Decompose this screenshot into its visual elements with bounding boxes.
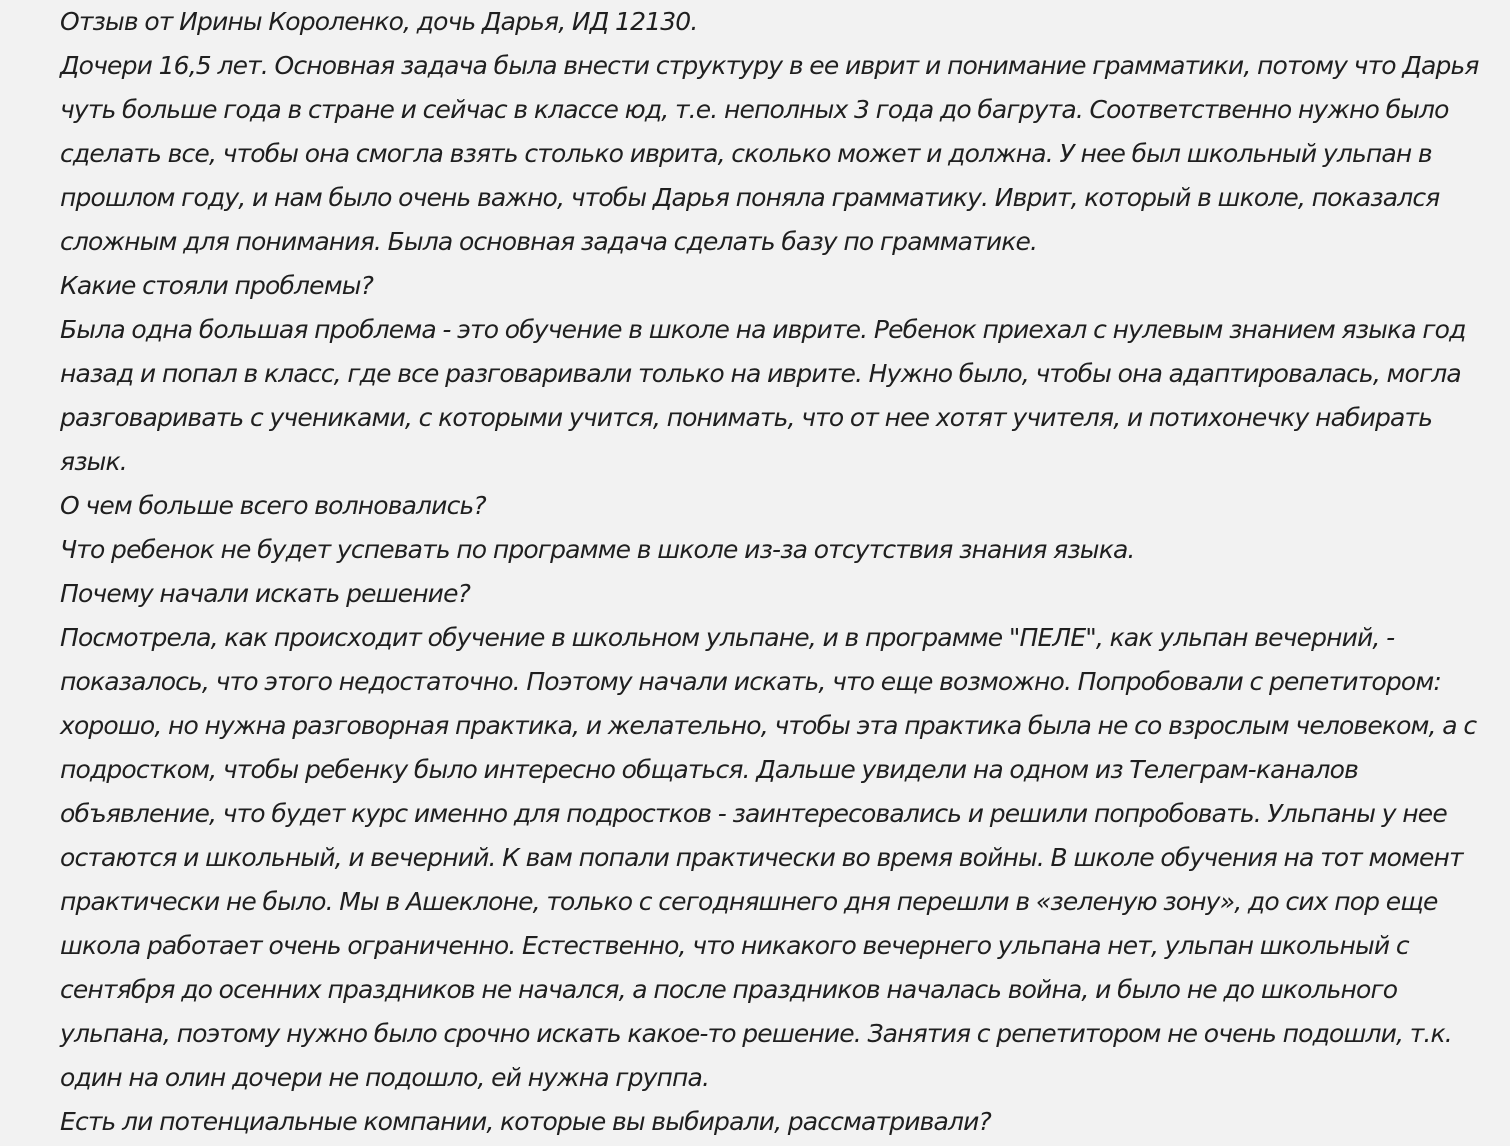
text-line: Отзыв от Ирины Короленко, дочь Дарья, ИД 12130.	[60, 7, 698, 36]
text-line: Что ребенок не будет успевать по программе в школе из-за отсутствия знания языка.	[60, 535, 1135, 564]
text-line: практически не было. Мы в Ашеклоне, только с сегодняшнего дня перешли в «зеленую зону», до сих пор еще	[60, 887, 1438, 916]
text-line: хорошо, но нужна разговорная практика, и желательно, чтобы эта практика была не со взрослым человеком, а с	[60, 711, 1477, 740]
question-line: Почему начали искать решение?	[60, 579, 471, 608]
text-line: показалось, что этого недостаточно. Поэтому начали искать, что еще возможно. Попробовали с репетитором:	[60, 667, 1441, 696]
text-line: объявление, что будет курс именно для подростков - заинтересовались и решили попробовать. Ульпаны у нее	[60, 799, 1447, 828]
question-line: Есть ли потенциальные компании, которые вы выбирали, рассматривали?	[60, 1107, 991, 1136]
text-line: Дочери 16,5 лет. Основная задача была внести структуру в ее иврит и понимание грамматики, потому что Дарья	[60, 51, 1479, 80]
text-line: ульпана, поэтому нужно было срочно искать какое-то решение. Занятия с репетитором не очень подошли, т.к.	[60, 1019, 1452, 1048]
text-line: подростком, чтобы ребенку было интересно общаться. Дальше увидели на одном из Телеграм-каналов	[60, 755, 1358, 784]
document-text	[60, 0, 1500, 1144]
text-line: язык.	[60, 447, 127, 476]
text-line: сделать все, чтобы она смогла взять столько иврита, сколько может и должна. У нее был школьный ульпан в	[60, 139, 1432, 168]
text-line: один на олин дочери не подошло, ей нужна группа.	[60, 1063, 710, 1092]
text-line: остаются и школьный, и вечерний. К вам попали практически во время войны. В школе обучения на тот момент	[60, 843, 1463, 872]
text-line: Посмотрела, как происходит обучение в школьном ульпане, и в программе "ПЕЛЕ", как ульпан вечерний, -	[60, 623, 1395, 652]
text-line: назад и попал в класс, где все разговаривали только на иврите. Нужно было, чтобы она адаптировалась, могла	[60, 359, 1461, 388]
text-line: сентября до осенних праздников не начался, а после праздников началась война, и было не до школьного	[60, 975, 1398, 1004]
text-line: разговаривать с учениками, с которыми учится, понимать, что от нее хотят учителя, и потихонечку набирать	[60, 403, 1433, 432]
text-line: Была одна большая проблема - это обучение в школе на иврите. Ребенок приехал с нулевым знанием языка год	[60, 315, 1466, 344]
text-line: сложным для понимания. Была основная задача сделать базу по грамматике.	[60, 227, 1038, 256]
text-line: прошлом году, и нам было очень важно, чтобы Дарья поняла грамматику. Иврит, который в школе, показался	[60, 183, 1440, 212]
text-line: чуть больше года в стране и сейчас в классе юд, т.е. неполных 3 года до багрута. Соответственно нужно было	[60, 95, 1449, 124]
question-line: Какие стояли проблемы?	[60, 271, 374, 300]
question-line: О чем больше всего волновались?	[60, 491, 486, 520]
text-line: школа работает очень ограниченно. Естественно, что никакого вечернего ульпана нет, ульпан школьный с	[60, 931, 1409, 960]
